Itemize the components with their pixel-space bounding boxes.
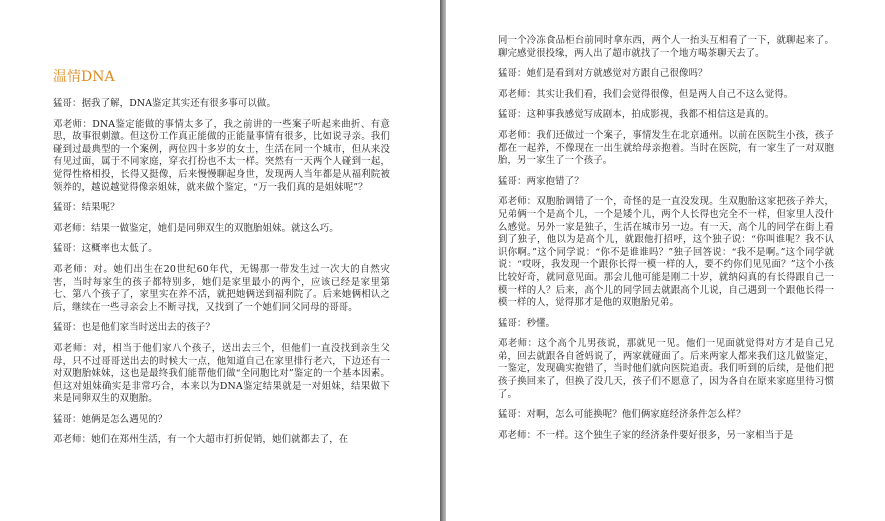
paragraph: 邓老师：对，相当于他们家八个孩子，送出去三个，但他们一直没找到亲生父母，只不过哥哥送出去的时候大一点，他知道自己在家里排行老六，下边还有一对双胞胎妹妹，这也是最终我们能帮他们做“全同胞比对”鉴定的一个基本因素。但这对姐妹确实是非常巧合，本来以为DNA鉴定结果就是一对姐妹，结果做下来是同卵双生的双胞胎。 [53,342,390,405]
paragraph: 邓老师：结果一做鉴定，她们是同卵双生的双胞胎姐妹。就这么巧。 [53,222,339,234]
paragraph: 邓老师：不一样。这个独生子家的经济条件要好很多，另一家相当于是 [498,429,794,441]
paragraph: 猛哥：这概率也太低了。 [53,243,158,255]
paragraph: 猛哥：两家抱错了？ [498,175,584,187]
paragraph: 邓老师：对。她们出生在20世纪60年代，无锡那一带发生过一次大的自然灾害，当时每家生的孩子都特别多，她们是家里最小的两个，应该已经是家里第七、第八个孩子了，家里实在养不活，就把她俩送到福利院了。后来她俩相认之后，继续在一些寻亲会上不断寻找，又找到了一个她们同父同母的哥哥。 [53,263,390,313]
left-page [0,0,440,521]
paragraph: 猛哥：这种事我感觉写成剧本，拍成影视，我都不相信这是真的。 [498,109,775,121]
paragraph: 猛哥：结果呢？ [53,202,120,214]
paragraph: 邓老师：其实让我们看，我们会觉得很像，但是两人自己不这么觉得。 [498,88,794,100]
paragraph: 邓老师：我们还做过一个案子，事情发生在北京通州。以前在医院生小孩，孩子都在一起养，不像现在一出生就给母亲抱着。当时在医院，有一家生了一对双胞胎，另一家生了一个孩子。 [498,129,834,167]
chapter-title: 温情DNA [53,69,115,85]
paragraph: 邓老师：她们在郑州生活，有一个大超市打折促销，她们就都去了，在 [53,434,349,446]
paragraph: 猛哥：她们是看到对方就感觉对方跟自己很像吗？ [498,68,708,80]
paragraph: 邓老师：DNA鉴定能做的事情太多了，我之前讲的一些案子听起来曲折、有意思，故事很刺激。但这份工作真正能做的正能量事情有很多，比如说寻亲。我们碰到过最典型的一个案例，两位四十多岁的女士，生活在同一个城市，但从来没有见过面，属于不同家庭，穿衣打扮也不太一样。突然有一天两个人碰到一起，觉得性格相投，长得又挺像，后来慢慢聊起身世，发现两人当年都是从福利院被领养的，越说越觉得像亲姐妹，就来做个鉴定，“万一我们真的是姐妹呢”？ [53,118,390,193]
paragraph: 猛哥：据我了解，DNA鉴定其实还有很多事可以做。 [53,98,276,109]
paragraph: 猛哥：也是他们家当时送出去的孩子？ [53,322,215,334]
paragraph: 猛哥：对啊，怎么可能换呢？他们俩家庭经济条件怎么样？ [498,409,746,421]
paragraph: 猛哥：她俩是怎么遇见的？ [53,413,168,425]
right-page [446,0,885,521]
paragraph: 同一个冷冻食品柜台前同时拿东西，两个人一抬头互相看了一下，就聊起来了。聊完感觉很投缘，两人出了超市就找了一个地方喝茶聊天去了。 [498,35,834,59]
paragraph: 邓老师：这个高个儿男孩说，那就见一见。他们一见面就觉得对方才是自己兄弟，回去就跟各自爸妈说了，两家就碰面了。后来两家人都来我们这儿做鉴定，一鉴定，发现确实抱错了，当时他们就向医院追责。我们听到的后续，是他们把孩子换回来了，但换了没几天，孩子们不愿意了，因为各自在原来家庭里待习惯了。 [498,338,834,400]
paragraph: 邓老师：双胞胎调错了一个，奇怪的是一直没发现。生双胞胎这家把孩子养大，兄弟俩一个是高个儿，一个是矮个儿，两个人长得也完全不一样，但家里人没什么感觉。另外一家是独子，生活在城市另一边。有一天，高个儿的同学在街上看到了独子，他以为是高个儿，就跟他打招呼，这个独子说：“你叫谁呢？我不认识你啊。”这个同学说：“你不是谁谁吗？”独子回答说：“我不是啊。”这个同学就说：“哎呀，我发现一个跟你长得一模一样的人，要不约你们见见面？”这个小孩比较好奇，就同意见面。那会儿他可能是刚二十岁，就纳闷真的有长得跟自己一模一样的人？后来，高个儿的同学回去就跟高个儿说，自己遇到一个跟他长得一模一样的人，觉得那才是他的双胞胎兄弟。 [498,196,834,309]
paragraph: 猛哥：秒懂。 [498,317,556,329]
